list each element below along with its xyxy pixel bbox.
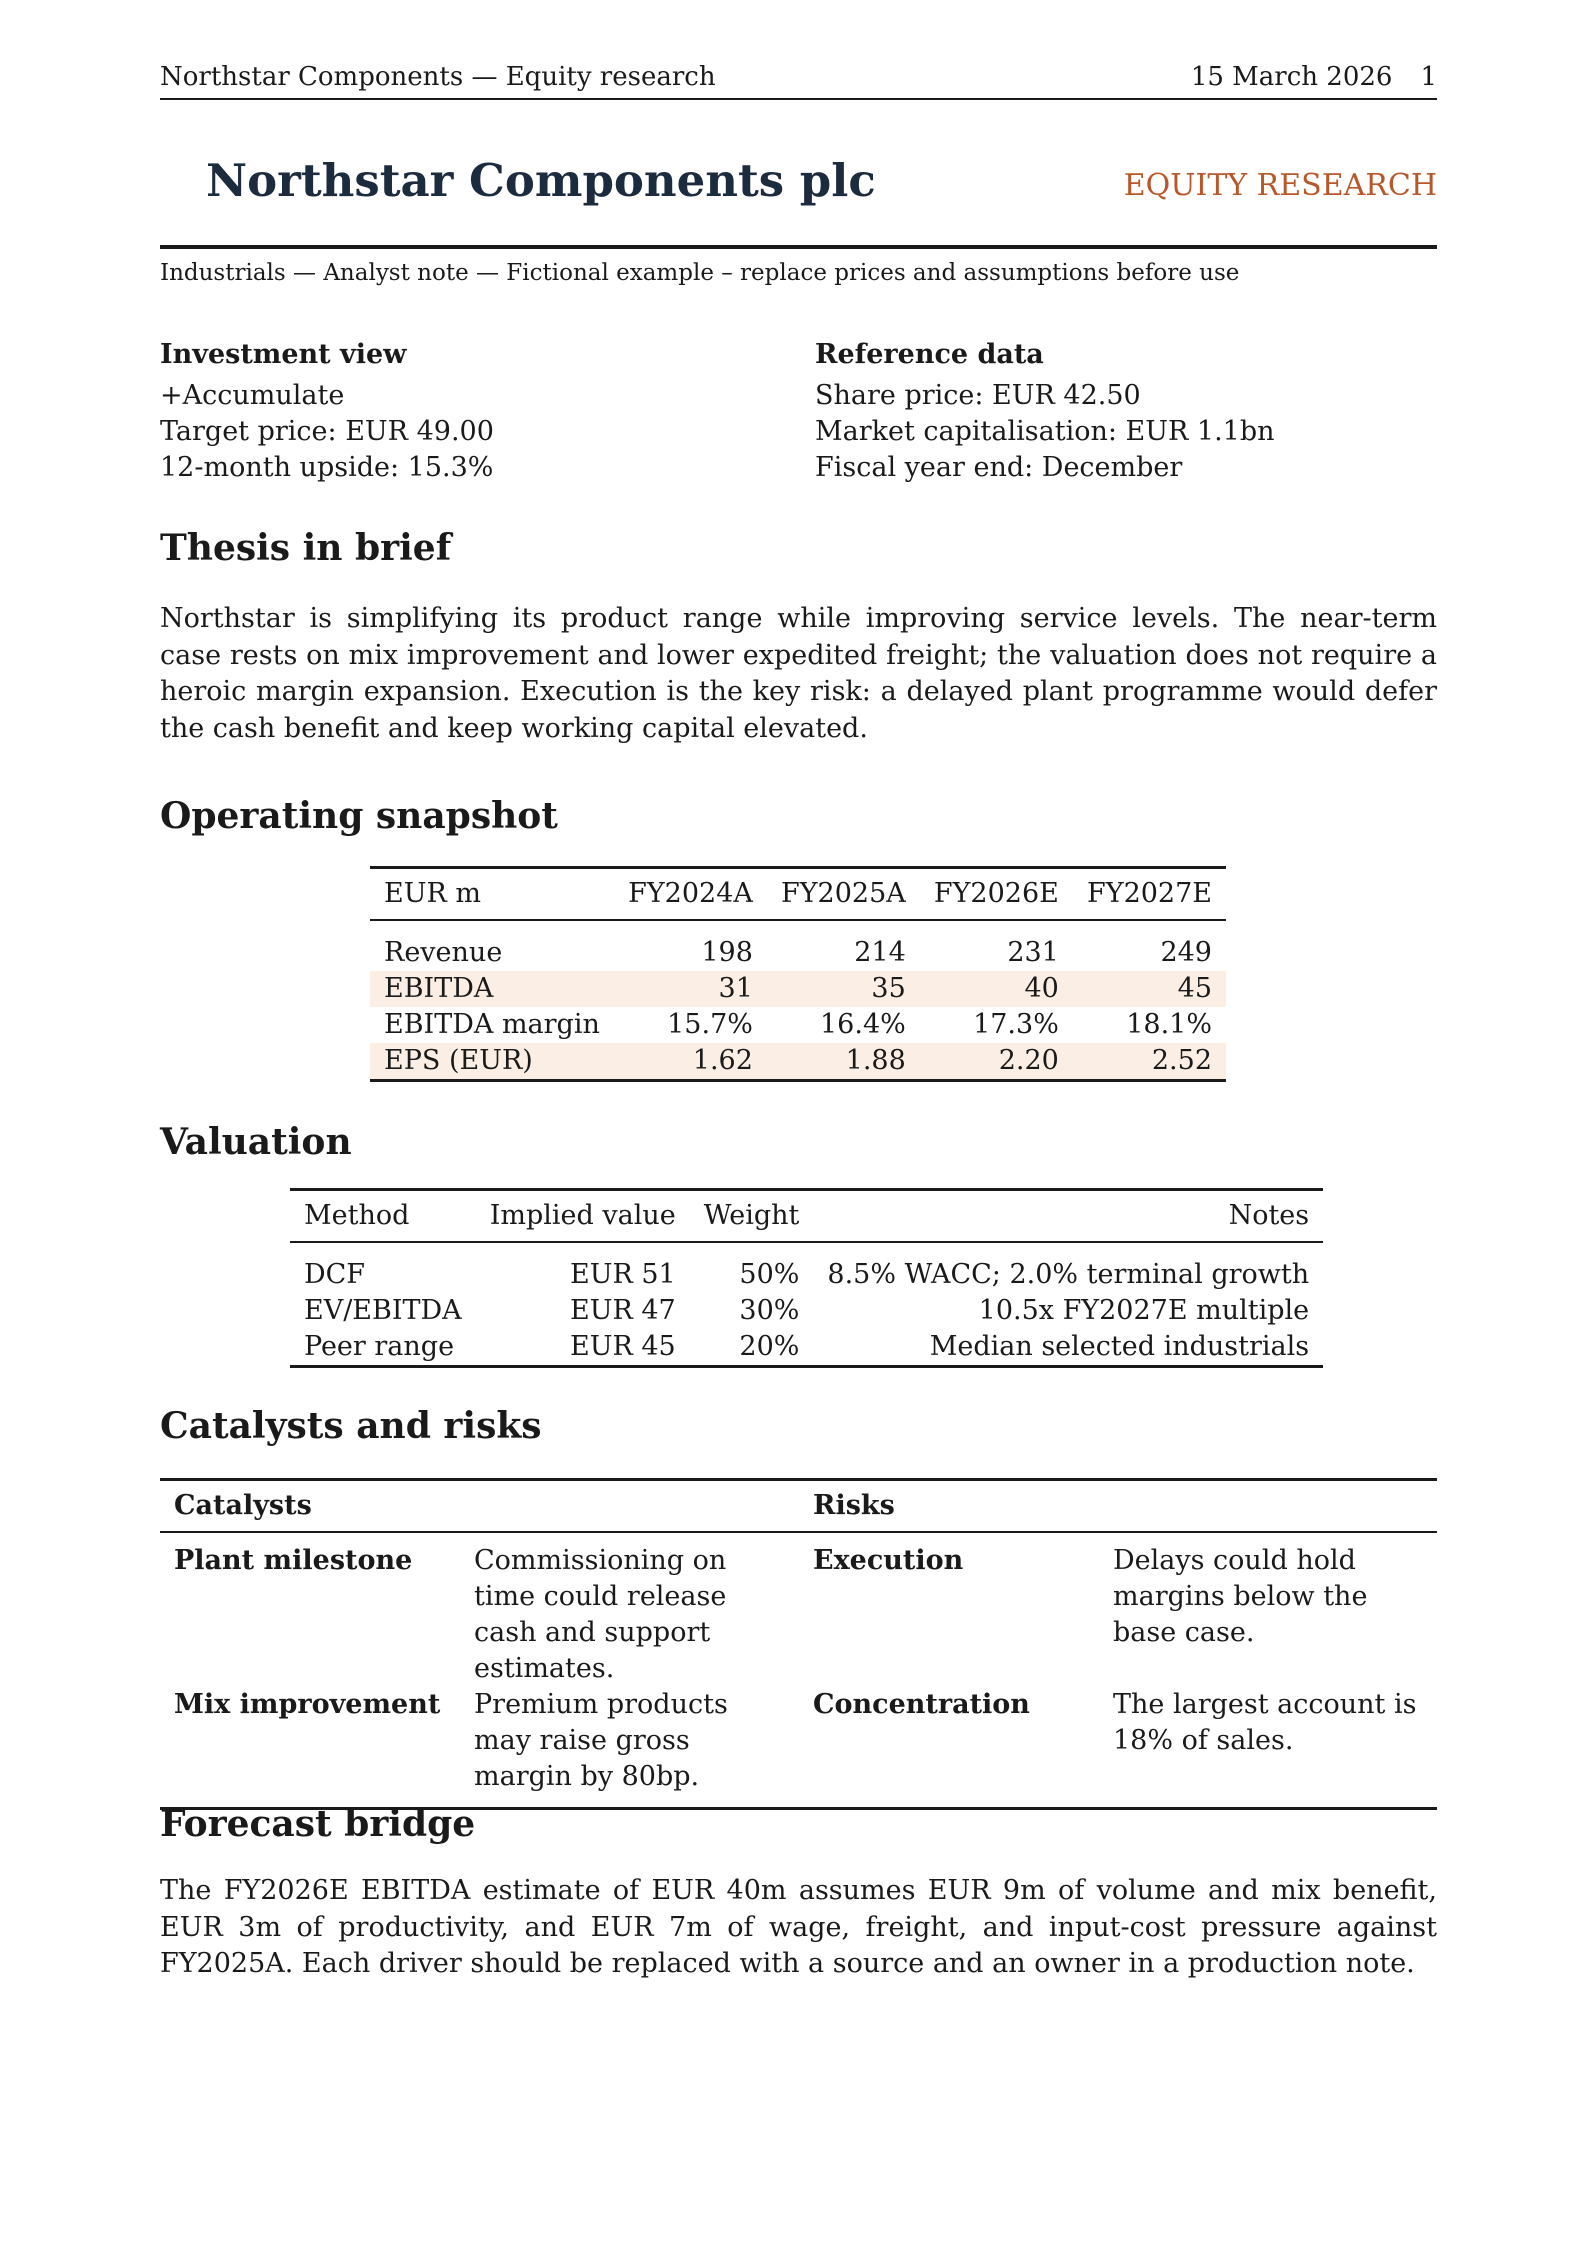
column-header: FY2025A bbox=[781, 878, 906, 909]
risk-label: Execution bbox=[813, 1545, 964, 1576]
fiscal-year-end: Fiscal year end: December bbox=[815, 452, 1183, 483]
catalysts-risks-table bbox=[160, 1478, 1437, 1810]
row-label: EBITDA bbox=[370, 971, 614, 1007]
column-header: Implied value bbox=[489, 1200, 676, 1231]
table-cell: 16.4% bbox=[820, 1009, 906, 1040]
table-cell: 17.3% bbox=[973, 1009, 1059, 1040]
rating: +Accumulate bbox=[160, 380, 345, 411]
row-label: DCF bbox=[304, 1259, 366, 1290]
table-row bbox=[370, 1043, 1226, 1081]
table-cell: EUR 51 bbox=[569, 1259, 676, 1290]
running-header bbox=[160, 62, 1437, 100]
upside: 12-month upside: 15.3% bbox=[160, 452, 494, 483]
table-header-row bbox=[370, 868, 1226, 921]
running-header-right bbox=[1191, 62, 1437, 92]
table-cell: 249 bbox=[1160, 937, 1212, 968]
table-row bbox=[370, 971, 1226, 1007]
market-cap: Market capitalisation: EUR 1.1bn bbox=[815, 416, 1275, 447]
table-cell: 10.5x FY2027E multiple bbox=[978, 1295, 1310, 1326]
row-label: Revenue bbox=[384, 937, 503, 968]
table-cell: 15.7% bbox=[667, 1009, 753, 1040]
table-cell: 8.5% WACC; 2.0% terminal growth bbox=[827, 1259, 1310, 1290]
table-cell: 198 bbox=[701, 937, 753, 968]
report-subtitle: Industrials — Analyst note — Fictional example – replace prices and assumptions before use bbox=[160, 260, 1240, 286]
table-cell: 18.1% bbox=[1126, 1009, 1212, 1040]
table-header-row bbox=[160, 1480, 1437, 1533]
table-row bbox=[370, 1007, 1226, 1043]
column-header: Weight bbox=[703, 1200, 800, 1231]
share-price: Share price: EUR 42.50 bbox=[815, 380, 1141, 411]
table-cell: 50% bbox=[739, 1259, 800, 1290]
table-cell: 214 bbox=[854, 937, 906, 968]
table-row bbox=[290, 1329, 1323, 1367]
row-label: EBITDA margin bbox=[384, 1009, 600, 1040]
risk-label: Concentration bbox=[813, 1689, 1030, 1720]
row-label: Peer range bbox=[304, 1331, 455, 1362]
spacer-row bbox=[370, 920, 1226, 935]
thesis-text: Northstar is simplifying its product range while improving service levels. The near-term case rests on mix improvement and lower expedited freight; the valuation does not require a heroic margin expansion. Execution is the key risk: a delayed plant programme would defer the cash benefit and keep working capital elevated. bbox=[160, 603, 1437, 744]
column-header: Notes bbox=[1228, 1200, 1310, 1231]
risks-header: Risks bbox=[813, 1490, 895, 1521]
table-cell: 2.52 bbox=[1073, 1043, 1226, 1081]
table-row bbox=[160, 1543, 1437, 1687]
row-label: EPS (EUR) bbox=[370, 1043, 614, 1081]
table-cell: 1.88 bbox=[767, 1043, 920, 1081]
column-header: FY2024A bbox=[628, 878, 753, 909]
table-cell: 231 bbox=[1007, 937, 1059, 968]
operating-snapshot-table bbox=[370, 866, 1226, 1082]
catalyst-label: Mix improvement bbox=[174, 1689, 441, 1720]
investment-view-heading: Investment view bbox=[160, 339, 407, 370]
snapshot-heading: Operating snapshot bbox=[160, 795, 558, 837]
company-title: Northstar Components plc bbox=[206, 154, 876, 207]
bridge-text: The FY2026E EBITDA estimate of EUR 40m assumes EUR 9m of volume and mix benefit, EUR 3m of productivity, and EUR 7m of wage, freight, and input-cost pressure against FY2025A. Each driver should be replaced with a source and an owner in a production note. bbox=[160, 1875, 1437, 1979]
table-cell: 40 bbox=[920, 971, 1073, 1007]
column-header: EUR m bbox=[384, 878, 481, 909]
table-cell: 2.20 bbox=[920, 1043, 1073, 1081]
spacer-row bbox=[160, 1532, 1437, 1543]
catalyst-label: Plant milestone bbox=[174, 1545, 413, 1576]
reference-data-heading: Reference data bbox=[815, 339, 1044, 370]
catalyst-text: Premium products may raise gross margin by 80bp. bbox=[474, 1689, 728, 1792]
valuation-heading: Valuation bbox=[160, 1121, 352, 1163]
spacer-row bbox=[290, 1242, 1323, 1257]
column-header: Method bbox=[304, 1200, 410, 1231]
table-cell: EUR 45 bbox=[569, 1331, 676, 1362]
risk-text: The largest account is 18% of sales. bbox=[1113, 1689, 1417, 1756]
table-row bbox=[290, 1293, 1323, 1329]
catalyst-text: Commissioning on time could release cash and support estimates. bbox=[474, 1545, 727, 1684]
page-number: 1 bbox=[1420, 62, 1437, 92]
table-row bbox=[290, 1257, 1323, 1293]
row-label: EV/EBITDA bbox=[304, 1295, 462, 1326]
catalysts-header: Catalysts bbox=[174, 1490, 312, 1521]
column-header: FY2027E bbox=[1087, 878, 1212, 909]
target-price: Target price: EUR 49.00 bbox=[160, 416, 494, 447]
thesis-heading: Thesis in brief bbox=[160, 527, 452, 569]
report-kind: EQUITY RESEARCH bbox=[1123, 168, 1437, 203]
table-cell: 45 bbox=[1073, 971, 1226, 1007]
risk-text: Delays could hold margins below the base case. bbox=[1113, 1545, 1368, 1648]
valuation-table bbox=[290, 1188, 1323, 1368]
report-date: 15 March 2026 bbox=[1190, 62, 1393, 92]
table-cell: Median selected industrials bbox=[929, 1331, 1310, 1362]
title-rule bbox=[160, 245, 1437, 249]
column-header: FY2026E bbox=[933, 878, 1059, 909]
table-cell: 20% bbox=[739, 1331, 800, 1362]
table-row bbox=[370, 935, 1226, 971]
table-cell: 31 bbox=[614, 971, 767, 1007]
table-cell: 35 bbox=[767, 971, 920, 1007]
table-row bbox=[160, 1687, 1437, 1809]
bridge-heading: Forecast bridge bbox=[160, 1803, 476, 1845]
reference-data bbox=[815, 338, 1275, 486]
table-cell: 1.62 bbox=[614, 1043, 767, 1081]
table-cell: 30% bbox=[739, 1295, 800, 1326]
catalysts-risks-heading: Catalysts and risks bbox=[160, 1405, 542, 1447]
investment-view bbox=[160, 338, 494, 486]
table-cell: EUR 47 bbox=[569, 1295, 676, 1326]
table-header-row bbox=[290, 1190, 1323, 1243]
running-header-title: Northstar Components — Equity research bbox=[160, 62, 716, 92]
